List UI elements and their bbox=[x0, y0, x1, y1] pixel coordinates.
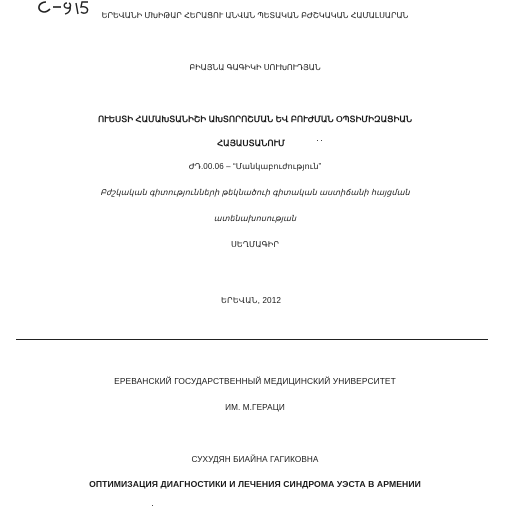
russian-title: ОПТИМИЗАЦИЯ ДИАГНОСТИКИ И ЛЕЧЕНИЯ СИНДРОМА УЭСТА В АРМЕНИИ bbox=[89, 479, 421, 489]
degree-description-line1: Բժշկական գիտությունների թեկնածուի գիտական աստիճանի հայցման bbox=[100, 188, 410, 197]
section-divider bbox=[16, 339, 488, 340]
degree-description-line2: ատենախոսության bbox=[213, 214, 297, 223]
specialty-code: ԺԴ.00.06 – “Մանկաբուժություն” bbox=[188, 162, 322, 171]
armenian-university-name: ԵՐԵՎԱՆԻ ՄԽԻԹԱՐ ՀԵՐԱՑՈՒ ԱՆՎԱՆ ՊԵՏԱԿԱՆ ԲԺՇԿԱԿԱՆ ՀԱՄԱԼՍԱՐԱՆ bbox=[101, 11, 409, 20]
russian-named-after: ИМ. М.ГЕРАЦИ bbox=[225, 403, 285, 412]
speck bbox=[321, 140, 322, 141]
armenian-title-line2: ՀԱՅԱՍՏԱՆՈՒՄ bbox=[217, 138, 285, 148]
russian-author-name: СУХУДЯН БИАЙНА ГАГИКОВНА bbox=[191, 455, 319, 464]
speck bbox=[317, 140, 318, 141]
document-type: ՍԵՂՄԱԳԻՐ bbox=[230, 240, 280, 249]
armenian-title-line1: ՈՒԵՍՏԻ ՀԱՄԱԽՏԱՆԻՇԻ ԱԽՏՈՐՈՇՄԱՆ ԵՎ ԲՈՒԺՄԱՆ ՕՊՏԻՄԻԶԱՑԻԱՆ bbox=[97, 114, 413, 124]
speck bbox=[152, 505, 153, 506]
armenian-city-year: ԵՐԵՎԱՆ, 2012 bbox=[220, 296, 282, 305]
russian-university-name: ЕРЕВАНСКИЙ ГОСУДАРСТВЕННЫЙ МЕДИЦИНСКИЙ УНИВЕРСИТЕТ bbox=[114, 376, 396, 386]
armenian-author-name: ԲԻԱՅՆԱ ԳԱԳԻԿԻ ՍՈՒԽՈՒԴՅԱՆ bbox=[189, 63, 321, 72]
